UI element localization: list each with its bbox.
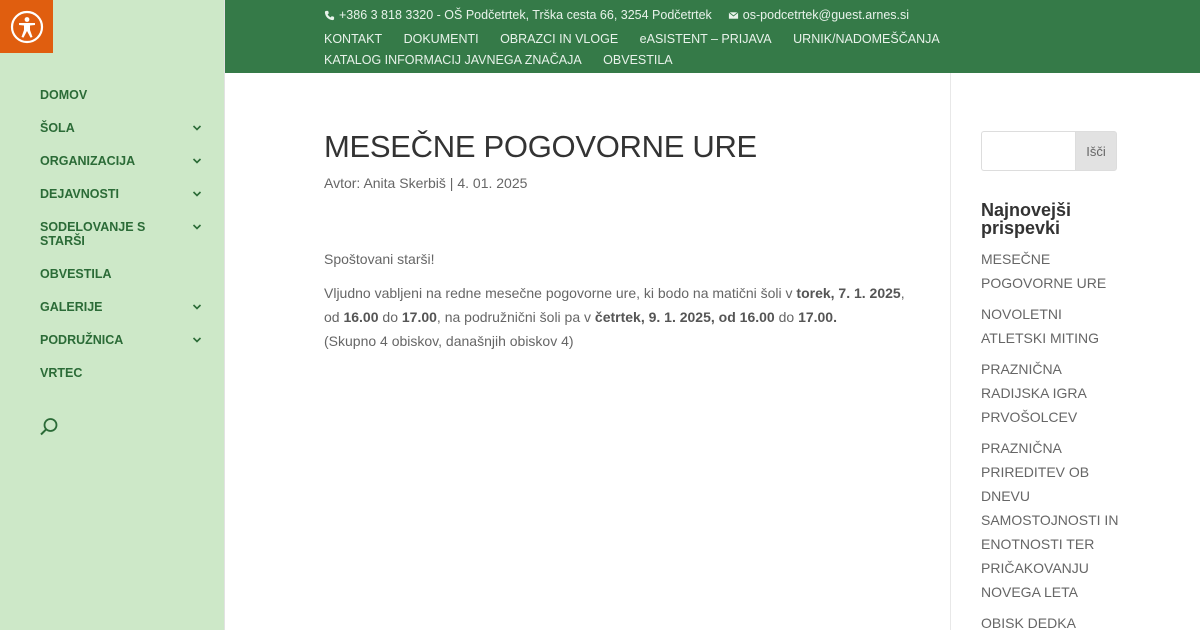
text-segment: do: [774, 309, 799, 325]
email-link[interactable]: [728, 8, 909, 22]
top-nav-dokumenti[interactable]: DOKUMENTI: [403, 32, 479, 46]
chevron-down-icon[interactable]: [190, 300, 204, 314]
nav-item-organizacija[interactable]: [40, 154, 210, 168]
accessibility-button[interactable]: [0, 0, 53, 53]
phone-address-text: +386 3 818 3320 - OŠ Podčetrtek, Trška cesta 66, 3254 Podčetrtek: [339, 8, 712, 22]
contact-info: [324, 8, 909, 22]
accessibility-icon: [10, 10, 44, 44]
nav-item-sola[interactable]: [40, 121, 210, 135]
top-nav-katalog[interactable]: KATALOG INFORMACIJ JAVNEGA ZNAČAJA: [324, 53, 582, 67]
top-nav-obrazci[interactable]: OBRAZCI IN VLOGE: [500, 32, 619, 46]
left-sidebar: [0, 0, 225, 630]
sidebar-divider: [950, 73, 951, 630]
nav-item-label: VRTEC: [40, 366, 83, 380]
top-nav-easistent[interactable]: eASISTENT – PRIJAVA: [639, 32, 772, 46]
bold-time: 17.00.: [798, 309, 837, 325]
nav-item-label: DEJAVNOSTI: [40, 187, 119, 201]
search-icon[interactable]: [38, 416, 60, 438]
chevron-down-icon[interactable]: [190, 187, 204, 201]
top-nav: [324, 29, 964, 71]
top-nav-kontakt[interactable]: KONTAKT: [324, 32, 383, 46]
top-nav-obvestila[interactable]: OBVESTILA: [603, 53, 673, 67]
nav-item-label: ORGANIZACIJA: [40, 154, 136, 168]
author-link[interactable]: Anita Skerbiš: [363, 175, 446, 191]
bold-date: torek, 7. 1. 2025: [796, 285, 901, 301]
recent-post-link[interactable]: PRAZNIČNA RADIJSKA IGRA PRVOŠOLCEV: [981, 361, 1087, 425]
chevron-down-icon[interactable]: [190, 333, 204, 347]
text-segment: , od: [324, 285, 905, 325]
text-segment: , na podružnični šoli pa v: [436, 309, 595, 325]
nav-item-dejavnosti[interactable]: [40, 187, 210, 201]
post-title: MESEČNE POGOVORNE URE: [324, 129, 757, 164]
nav-item-podruznica[interactable]: [40, 333, 210, 347]
search-button[interactable]: Išči: [1075, 131, 1117, 171]
chevron-down-icon[interactable]: [190, 121, 204, 135]
text-segment: Vljudno vabljeni na redne mesečne pogovorne ure, ki bodo na matični šoli v: [324, 285, 797, 301]
nav-item-label: PODRUŽNICA: [40, 333, 124, 347]
post-meta: [324, 175, 909, 191]
search-input[interactable]: [981, 131, 1075, 171]
post-date: 4. 01. 2025: [457, 175, 528, 191]
chevron-down-icon[interactable]: [190, 220, 204, 234]
top-nav-urnik[interactable]: URNIK/NADOMEŠČANJA: [793, 32, 940, 46]
chevron-down-icon[interactable]: [190, 154, 204, 168]
sidebar-search: [981, 131, 1117, 171]
nav-item-label: DOMOV: [40, 88, 88, 102]
nav-item-galerije[interactable]: [40, 300, 210, 314]
bold-day: četrtek: [594, 309, 641, 325]
nav-item-label: GALERIJE: [40, 300, 103, 314]
recent-post-link[interactable]: OBISK DEDKA: [981, 615, 1076, 630]
recent-post-link[interactable]: MESEČNE POGOVORNE URE: [981, 251, 1107, 291]
nav-item-label: OBVESTILA: [40, 267, 112, 281]
bold-time: 17.00: [401, 309, 437, 325]
recent-posts-title: Najnovejši prispevki: [981, 200, 1072, 238]
bold-time: 16.00: [343, 309, 379, 325]
nav-item-obvestila[interactable]: [40, 267, 210, 281]
recent-posts-list: [981, 247, 1121, 630]
post-content: [324, 128, 909, 363]
nav-item-sodelovanje[interactable]: [40, 220, 210, 248]
meta-separator: |: [445, 175, 458, 191]
recent-post-link[interactable]: NOVOLETNI ATLETSKI MITING: [981, 306, 1099, 346]
bold-date: , 9. 1. 2025, od 16.00: [640, 309, 775, 325]
invitation-paragraph: [324, 281, 909, 353]
text-segment: do: [378, 309, 402, 325]
meta-prefix: Avtor:: [324, 175, 364, 191]
nav-item-domov[interactable]: [40, 88, 210, 102]
main-nav: [40, 88, 210, 399]
phone-icon: [324, 9, 337, 22]
nav-item-label: ŠOLA: [40, 121, 75, 135]
nav-item-vrtec[interactable]: [40, 366, 210, 380]
email-text: os-podcetrtek@guest.arnes.si: [742, 8, 910, 22]
post-body: [324, 247, 909, 353]
mail-icon: [728, 9, 741, 22]
nav-item-label: SODELOVANJE S STARŠI: [40, 220, 146, 248]
greeting: Spoštovani starši!: [324, 251, 435, 267]
visit-counter: (Skupno 4 obiskov, današnjih obiskov 4): [324, 333, 574, 349]
top-header: [225, 0, 1200, 73]
recent-post-link[interactable]: PRAZNIČNA PRIREDITEV OB DNEVU SAMOSTOJNOSTI IN ENOTNOSTI TER PRIČAKOVANJU NOVEGA LETA: [981, 440, 1119, 600]
